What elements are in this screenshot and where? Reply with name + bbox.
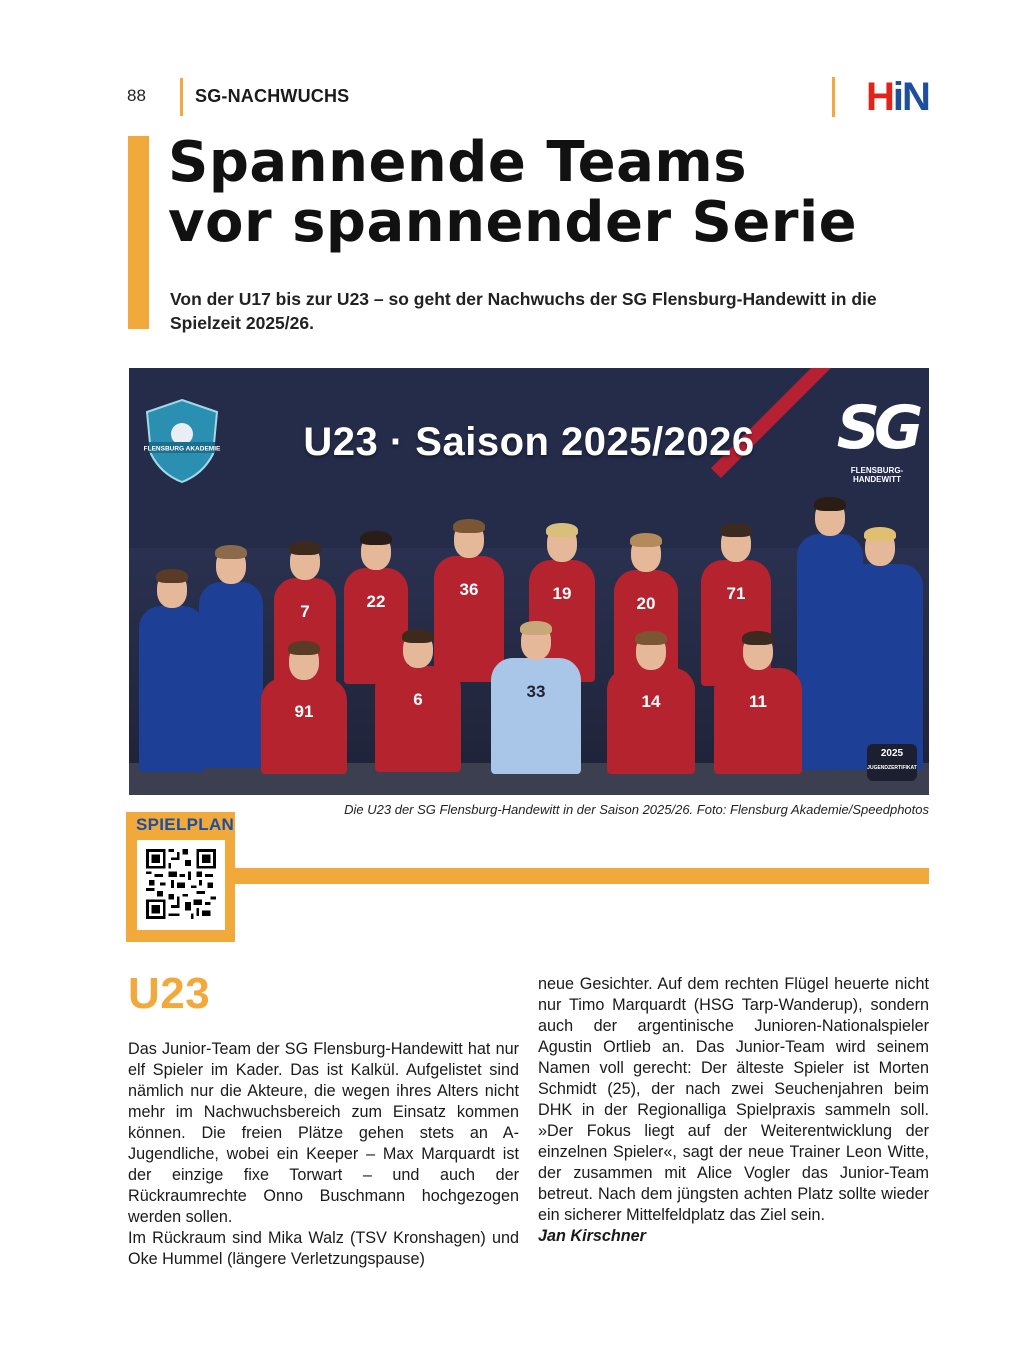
headline bbox=[168, 130, 968, 255]
jersey-number: 91 bbox=[294, 702, 314, 721]
goalkeeper-figure bbox=[491, 624, 581, 774]
author-byline: Jan Kirschner bbox=[538, 1227, 646, 1245]
player-figure bbox=[261, 644, 347, 774]
certificate-badge bbox=[867, 744, 917, 781]
spielplan-label: SPIELPLAN bbox=[136, 815, 235, 834]
player-figure bbox=[607, 634, 695, 774]
jersey-number: 11 bbox=[749, 692, 767, 711]
staff-figure bbox=[837, 530, 923, 770]
orange-rule bbox=[235, 868, 929, 884]
headline-line-2: vor spannender Serie bbox=[168, 190, 858, 255]
certificate-text: JUGENDZERTIFIKAT bbox=[867, 765, 917, 771]
staff-figure bbox=[199, 548, 263, 768]
paragraph: Im Rückraum sind Mika Walz (TSV Kronshagen) und Oke Hummel (längere Verletzungspause) bbox=[128, 1229, 519, 1268]
jersey-number: 71 bbox=[726, 584, 746, 603]
magazine-logo bbox=[866, 76, 929, 118]
headline-line-1: Spannende Teams bbox=[168, 130, 748, 195]
player-figure bbox=[375, 632, 461, 772]
paragraph: Das Junior-Team der SG Flensburg-Handewitt hat nur elf Spieler im Kader. Das ist Kalkül. Aufgelistet sind nämlich nur die Akteure, die wegen ihres Alters nicht mehr im Nachwuchsbereich zum Einsatz kommen können. Die freien Plätze gehen stets an A-Jugendliche, wobei ein Keeper – Max Marquardt ist der einzige fixe Torwart – und auch der Rückraumrechte Onno Buschmann hochgezogen werden sollen. bbox=[128, 1040, 519, 1226]
club-logo bbox=[829, 393, 925, 488]
jersey-number: 20 bbox=[636, 594, 656, 613]
jersey-number: 22 bbox=[366, 592, 386, 611]
photo-caption: Die U23 der SG Flensburg-Handewitt in der Saison 2025/26. Foto: Flensburg Akademie/Speedphotos bbox=[344, 802, 929, 817]
page-number: 88 bbox=[127, 86, 146, 105]
section-title: SG-NACHWUCHS bbox=[195, 86, 350, 106]
section-divider bbox=[180, 78, 183, 116]
club-logo-name: FLENSBURG-HANDEWITT bbox=[850, 466, 904, 484]
certificate-year: 2025 bbox=[880, 748, 904, 759]
badge-text: FLENSBURG AKADEMIE bbox=[143, 445, 221, 453]
jersey-number: 19 bbox=[552, 584, 572, 603]
logo-h: H bbox=[866, 75, 893, 119]
text-column-left bbox=[128, 1039, 519, 1270]
paragraph: neue Gesichter. Auf dem rechten Flügel heuerte nicht nur Timo Marquardt (HSG Tarp-Wanderup), sondern auch der argentinische Junioren-Nationalspieler Agustin Ortlieb an. Das Junior-Team wird seinem Namen voll gerecht: Der älteste Spieler ist Morten Schmidt (25), der nach zwei Seuchenjahren beim DHK in der Regionalliga Spielpraxis sammeln soll. »Der Fokus liegt auf der Weiterentwicklung der einzelnen Spieler«, sagt der neue Trainer Leon Witte, der zusammen mit Alice Vogler das Junior-Team betreut. Nach dem jüngsten achten Platz sollte wieder ein sicherer Mittelfeldplatz das Ziel sein. bbox=[538, 975, 929, 1224]
staff-figure bbox=[139, 572, 205, 772]
club-logo-mark: SG bbox=[836, 393, 918, 463]
team-photo bbox=[129, 368, 929, 795]
photo-title: U23 · Saison 2025/2026 bbox=[303, 420, 755, 464]
jersey-number: 14 bbox=[641, 692, 661, 711]
section-heading-u23: U23 bbox=[128, 969, 211, 1018]
text-column-right bbox=[538, 974, 929, 1247]
jersey-number: 36 bbox=[459, 580, 479, 599]
jersey-number: 7 bbox=[300, 602, 310, 621]
lead-text: Von der U17 bis zur U23 – so geht der Nachwuchs der SG Flensburg-Handewitt in die Spielzeit 2025/26. bbox=[170, 289, 877, 333]
jersey-number: 33 bbox=[526, 682, 546, 701]
player-figure bbox=[714, 634, 802, 774]
jersey-number: 6 bbox=[413, 690, 423, 709]
logo-divider bbox=[832, 77, 835, 117]
headline-accent-bar bbox=[128, 136, 149, 329]
logo-in: iN bbox=[892, 75, 929, 119]
qr-code-icon[interactable] bbox=[146, 849, 216, 919]
